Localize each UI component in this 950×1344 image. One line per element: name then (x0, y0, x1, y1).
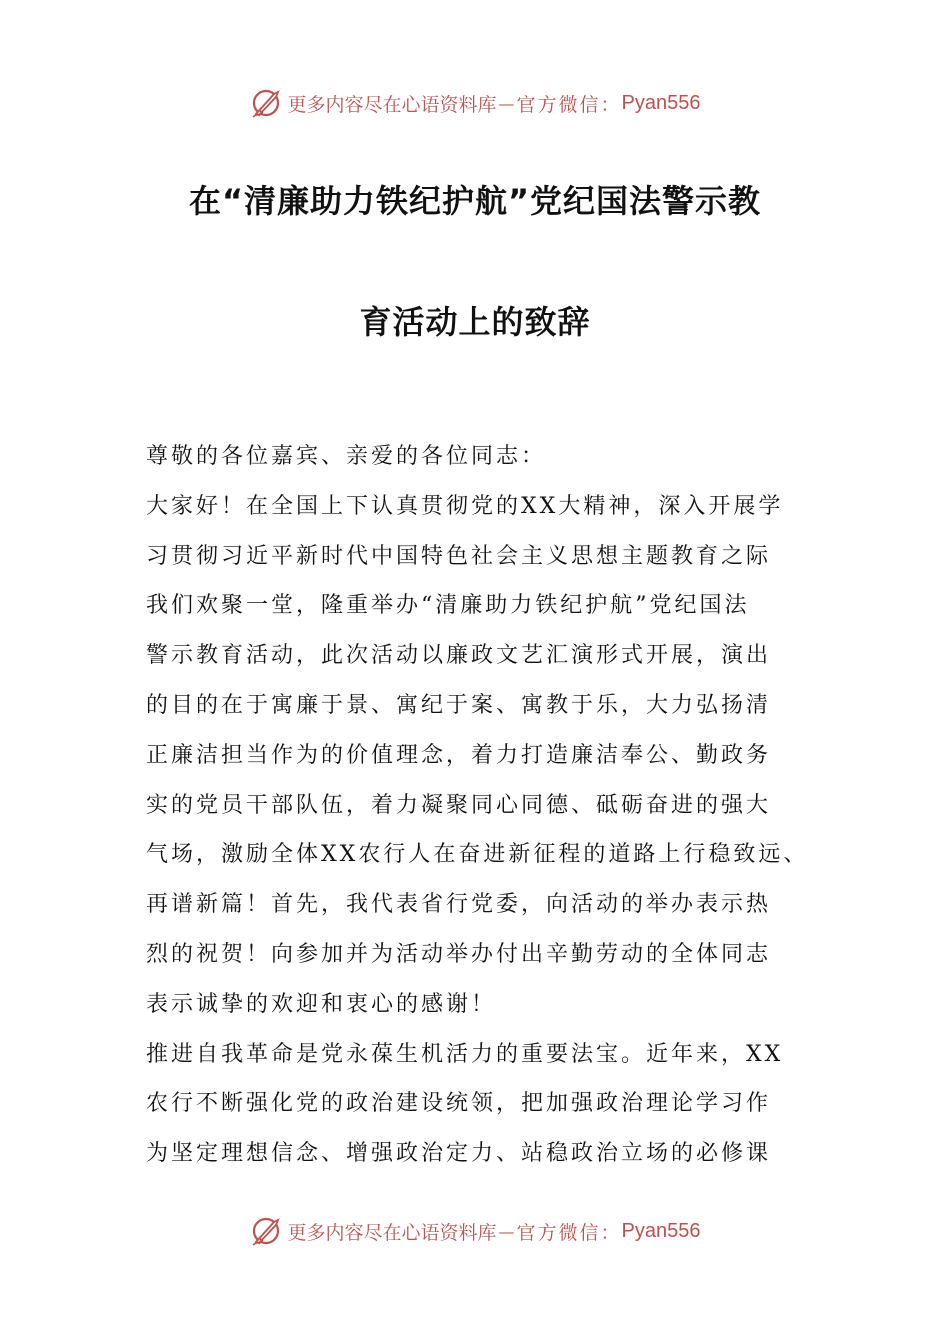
body-line: 警示教育活动，此次活动以廉政文艺汇演形式开展，演出 (146, 643, 772, 669)
watermark-wechat-label: 官方微信： (516, 93, 622, 116)
body-line: 习贯彻习近平新时代中国特色社会主义思想主题教育之际 (146, 543, 772, 569)
pen-quill-logo-icon (250, 1214, 284, 1248)
body-line: 再谱新篇！首先，我代表省行党委，向活动的举办表示热 (146, 892, 772, 918)
footer-watermark (0, 1211, 950, 1251)
watermark-wechat-id: Pyan556 (621, 1219, 701, 1242)
watermark-wechat-label: 官方微信： (516, 1221, 622, 1244)
document-title-line-2: 育活动上的致辞 (359, 303, 591, 341)
pen-quill-logo-icon (250, 86, 284, 120)
body-line: 的目的在于寓廉于景、寓纪于案、寓教于乐，大力弘扬清 (146, 692, 772, 718)
body-line: 实的党员干部队伍，着力凝聚同心同德、砥砺奋进的强大 (146, 792, 772, 818)
watermark-wechat-id: Pyan556 (621, 91, 701, 114)
body-line: 烈的祝贺！向参加并为活动举办付出辛勤劳动的全体同志 (146, 941, 772, 967)
document-title-line-1: 在“清廉助力铁纪护航”党纪国法警示教 (188, 182, 762, 220)
watermark-text: 更多内容尽在心语资料库 (287, 93, 497, 116)
body-line: 大家好！在全国上下认真贯彻党的XX大精神，深入开展学 (146, 493, 784, 519)
body-line: 推进自我革命是党永葆生机活力的重要法宝。近年来，XX (146, 1041, 784, 1067)
watermark-separator: — (498, 1221, 515, 1241)
body-line: 表示诚挚的欢迎和衷心的感谢！ (146, 991, 497, 1017)
watermark-separator: — (498, 93, 515, 113)
document-body (146, 432, 816, 1179)
body-line: 为坚定理想信念、增强政治定力、站稳政治立场的必修课 (146, 1141, 772, 1167)
body-line: 正廉洁担当作为的价值理念，着力打造廉洁奉公、勤政务 (146, 742, 772, 768)
header-watermark (0, 83, 950, 123)
body-line: 农行不断强化党的政治建设统领，把加强政治理论学习作 (146, 1091, 772, 1117)
body-line: 尊敬的各位嘉宾、亲爱的各位同志： (146, 444, 547, 469)
body-line: 气场，激励全体XX农行人在奋进新征程的道路上行稳致远、 (146, 842, 809, 868)
watermark-text: 更多内容尽在心语资料库 (287, 1221, 497, 1244)
body-line: 我们欢聚一堂，隆重举办“清廉助力铁纪护航”党纪国法 (146, 593, 750, 619)
